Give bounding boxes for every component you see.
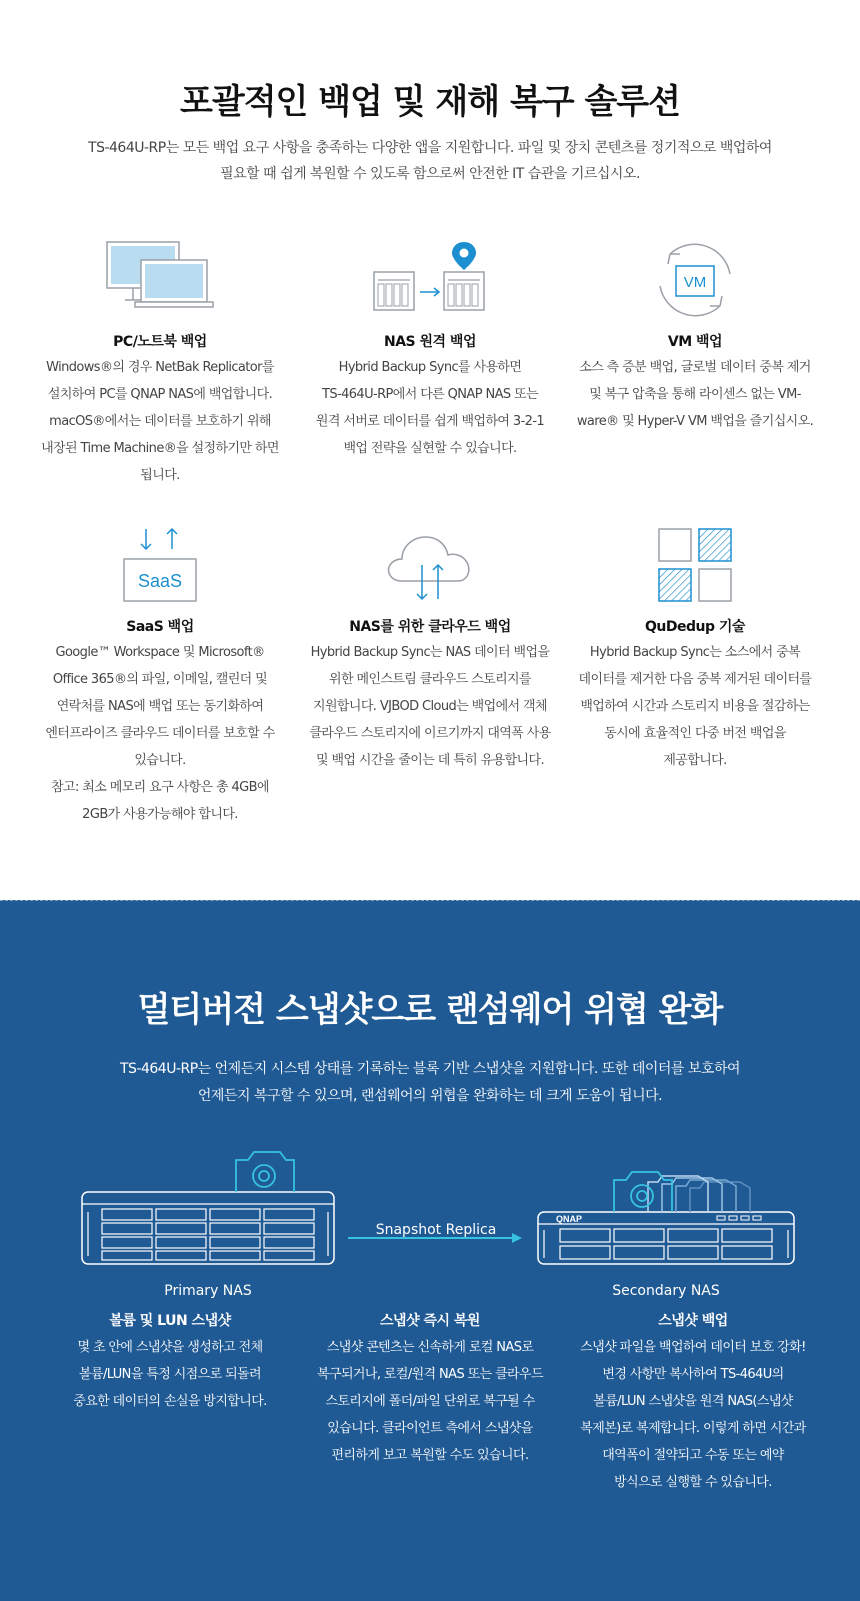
- feature-qudedup: [565, 525, 825, 774]
- feature-title: NAS 원격 백업: [384, 334, 476, 350]
- dedup-icon: [655, 525, 735, 605]
- intro-line: TS-464U-RP는 언제든지 시스템 상태를 기록하는 블록 기반 스냅샷을 지원합니다. 또한 데이터를 보호하여: [120, 1061, 740, 1077]
- qnap-logo: QNAP: [556, 1214, 583, 1224]
- backup-title: 포괄적인 백업 및 재해 복구 솔루션: [180, 82, 680, 122]
- svg-text:VM: VM: [683, 274, 707, 291]
- snapshot-diagram: [0, 1140, 860, 1315]
- camera-icon: [236, 1152, 294, 1192]
- feature-title: PC/노트북 백업: [113, 334, 207, 350]
- intro-line: TS-464U-RP는 모든 백업 요구 사항을 충족하는 다양한 앱을 지원합니다. 파일 및 장치 콘텐츠를 정기적으로 백업하여: [88, 140, 772, 156]
- feature-saas-backup: [30, 525, 290, 828]
- feature-description: 스냅샷 파일을 백업하여 데이터 보호 강화! 변경 사항만 복사하여 TS-464U의 볼륨/LUN 스냅샷을 원격 NAS(스냅샷 복제본)로 복제합니다. 이렇게 하면 시간과 대역폭이 절약되고 수동 또는 예약 방식으로 실행할 수 있습니다.: [580, 1340, 806, 1490]
- secondary-nas-label: Secondary NAS: [612, 1283, 720, 1299]
- feature-title: SaaS 백업: [126, 619, 194, 635]
- primary-nas-label: Primary NAS: [164, 1283, 252, 1299]
- saas-icon: [120, 525, 200, 605]
- backup-intro: [40, 135, 820, 187]
- feature-description: Hybrid Backup Sync는 NAS 데이터 백업을 위한 메인스트림 클라우드 스토리지를 지원합니다. VJBOD Cloud는 백업에서 객체 클라우드 스토리지에 이르기까지 대역폭 사용 및 백업 시간을 줄이는 데 특히 유용합니다.: [309, 645, 551, 768]
- snapshot-section: [0, 900, 860, 1601]
- feature-title: NAS를 위한 클라우드 백업: [349, 619, 511, 635]
- stacked-camera-icon: [614, 1172, 750, 1212]
- intro-line: 언제든지 복구할 수 있으며, 랜섬웨어의 위협을 완화하는 데 크게 도움이 됩니다.: [197, 1088, 663, 1104]
- feature-title: VM 백업: [667, 334, 723, 350]
- snapshot-title: 멀티버전 스냅샷으로 랜섬웨어 위협 완화: [137, 990, 723, 1030]
- feature-description: Google™ Workspace 및 Microsoft® Office 365®의 파일, 이메일, 캘린더 및 연락처를 NAS에 백업 또는 동기화하여 엔터프라이즈 클라우드 데이터를 보호할 수 있습니다. 참고: 최소 메모리 요구 사항은 총 4GB에 2GB가 사용가능해야 합니다.: [45, 645, 275, 822]
- feature-volume-lun-snapshot: [50, 1308, 290, 1415]
- feature-title: 스냅샷 즉시 복원: [380, 1313, 480, 1329]
- feature-snapshot-backup: [573, 1308, 813, 1496]
- feature-description: Hybrid Backup Sync를 사용하면 TS-464U-RP에서 다른 QNAP NAS 또는 원격 서버로 데이터를 쉽게 백업하여 3-2-1 백업 전략을 실현할 수 있습니다.: [315, 360, 545, 456]
- feature-cloud-backup: [300, 525, 560, 774]
- feature-description: Windows®의 경우 NetBak Replicator를 설치하여 PC를 QNAP NAS에 백업합니다. macOS®에서는 데이터를 보호하기 위해 내장된 Time Machine®을 설정하기만 하면 됩니다.: [41, 360, 279, 483]
- feature-pc-backup: [30, 240, 290, 489]
- section-divider: [0, 900, 860, 901]
- svg-text:SaaS: SaaS: [137, 571, 183, 591]
- feature-description: 몇 초 안에 스냅샷을 생성하고 전체 볼륨/LUN을 특정 시점으로 되돌려 중요한 데이터의 손실을 방지합니다.: [73, 1340, 267, 1409]
- primary-nas-icon: [82, 1192, 334, 1264]
- snapshot-intro: [40, 1056, 820, 1110]
- intro-line: 필요할 때 쉽게 복원할 수 있도록 함으로써 안전한 IT 습관을 기르십시오.: [220, 166, 640, 182]
- feature-instant-restore: [310, 1308, 550, 1469]
- feature-title: QuDedup 기술: [645, 619, 745, 635]
- feature-nas-remote-backup: [300, 240, 560, 462]
- laptop-pc-icon: [105, 240, 215, 310]
- feature-description: 소스 측 증분 백업, 글로벌 데이터 중복 제거 및 복구 압축을 통해 라이센스 없는 VM- ware® 및 Hyper-V VM 백업을 즐기십시오.: [576, 360, 814, 429]
- cloud-sync-icon: [382, 525, 478, 605]
- feature-description: 스냅샷 콘텐츠는 신속하게 로컬 NAS로 복구되거나, 로컬/원격 NAS 또는 클라우드 스토리지에 폴더/파일 단위로 복구될 수 있습니다. 클라이언트 측에서 스냅샷을 편리하게 보고 복원할 수도 있습니다.: [317, 1340, 543, 1463]
- feature-title: 볼륨 및 LUN 스냅샷: [109, 1313, 231, 1329]
- feature-title: 스냅샷 백업: [658, 1313, 728, 1329]
- vm-icon: [650, 240, 740, 320]
- feature-description: Hybrid Backup Sync는 소스에서 중복 데이터를 제거한 다음 중복 제거된 데이터를 백업하여 시간과 스토리지 비용을 절감하는 동시에 효율적인 다중 버전 백업을 제공합니다.: [578, 645, 812, 768]
- nas-remote-icon: [370, 240, 490, 316]
- replica-label: Snapshot Replica: [375, 1222, 497, 1238]
- feature-vm-backup: [565, 240, 825, 435]
